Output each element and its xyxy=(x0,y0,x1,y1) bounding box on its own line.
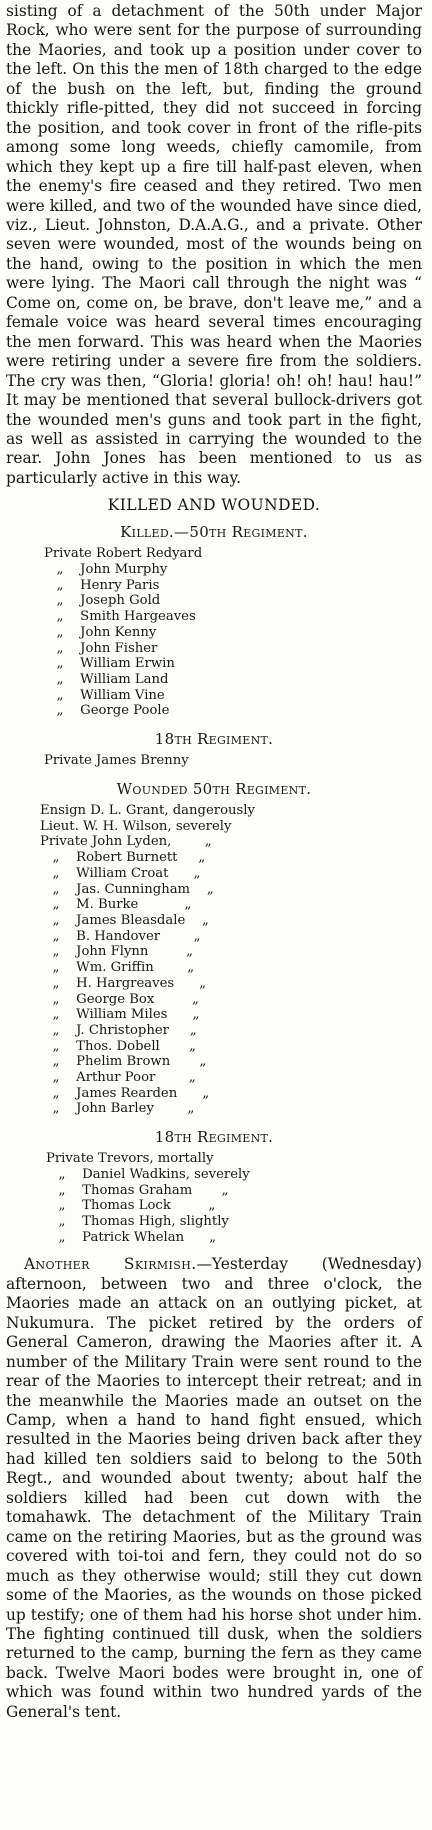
list-item: Private Trevors, mortally xyxy=(46,1151,214,1167)
list-item: „ John Kenny xyxy=(44,624,157,640)
list-item: „ William Vine xyxy=(44,687,165,703)
list-item: „ Smith Hargeaves xyxy=(44,609,196,625)
list-item: „ Phelim Brown „ xyxy=(40,1054,207,1070)
list-item: „ George Poole xyxy=(44,703,170,719)
skirmish-text: —Yesterday (Wednesday) afternoon, between two and three o'clock, the Maories made an attack on an outlying picket, at Nukumura. The picket retired by the orders of General Cameron, drawing the Maories after it. A number of the Military Train were sent round to the rear of the Maories to intercept their retreat; and in the meanwhile the Maories made an outset on the Camp, when a hand to hand fight ensued, which resulted in the Maories being driven back after they had killed ten soldiers said to belong to the 50th Regt., and wounded about twenty; about half the soldiers killed had been cut down with the tomahawk. The detachment of the Military Train came on the retiring Maories, but as the ground was covered with toi-toi and fern, they could not do so much as they otherwise would; still they cut down some of the Maories, as the wounds on those picked up testify; one of them had his horse shot under him. The fighting continued till dusk, when the soldiers returned to the camp, burning the fern as they came back. Twelve Maori bodes were brought in, one of which was found within two hundred yards of the General's tent. xyxy=(6,1255,422,1721)
list-item: „ B. Handover „ xyxy=(40,928,201,944)
list-item: „ Jas. Cunningham „ xyxy=(40,881,214,897)
list-item: „ James Rearden „ xyxy=(40,1085,210,1101)
list-item: Ensign D. L. Grant, dangerously xyxy=(40,803,255,819)
list-item: „ James Bleasdale „ xyxy=(40,912,209,928)
list-item: „ John Barley „ xyxy=(40,1101,195,1117)
list-item: Private John Lyden, „ xyxy=(40,834,212,850)
top-paragraph: sisting of a detachment of the 50th under Major Rock, who were sent for the purpose of surrounding the Maories, and took up a position under cover to the left. On this the men of 18th charged to the edge of the bush on the left, but, finding the ground thickly rifle-pitted, they did not succeed in forcing the position, and took cover in front of the rifle-pits among some long weeds, chiefly camomile, from which they kept up a fire till half-past eleven, when the enemy's fire ceased and they retired. Two men were killed, and two of the wounded have since died, viz., Lieut. Johnston, D.A.A.G., and a private. Other seven were wounded, most of the wounds being on the hand, owing to the position in which the men were lying. The Maori call through the night was “ Come on, come on, be brave, don't leave me,” and a female voice was heard several times encouraging the men forward. This was heard when the Maories were retiring under a severe fire from the soldiers. The cry was then, “Gloria! gloria! oh! oh! hau! hau!” It may be mentioned that several bullock-drivers got the wounded men's guns and took part in the fight, as well as assisted in carrying the wounded to the rear. John Jones has been mentioned to us as particularly active in this way. xyxy=(6,2,422,487)
killed-18th-heading: 18th Regiment. xyxy=(154,730,274,749)
list-item: Lieut. W. H. Wilson, severely xyxy=(40,818,232,834)
list-item: „ Thos. Dobell „ xyxy=(40,1038,196,1054)
list-item: „ Wm. Griffin „ xyxy=(40,960,195,976)
wounded-18th-list xyxy=(6,1151,422,1245)
wounded-18th-heading: 18th Regiment. xyxy=(154,1128,274,1147)
list-item: „ John Flynn „ xyxy=(40,944,193,960)
list-item: „ George Box „ xyxy=(40,991,199,1007)
list-item: „ John Murphy xyxy=(44,562,168,578)
list-item: „ H. Hargreaves „ xyxy=(40,975,207,991)
killed-50th-heading: Killed.—50th Regiment. xyxy=(120,523,308,542)
list-item: „ Daniel Wadkins, severely xyxy=(46,1166,250,1182)
list-item: „ John Fisher xyxy=(44,640,158,656)
list-item: „ Thomas Graham „ xyxy=(46,1182,229,1198)
killed-18th-entry: Private James Brenny xyxy=(44,753,189,769)
wounded-50th-list xyxy=(6,803,422,1117)
list-item: „ William Croat „ xyxy=(40,865,201,881)
list-item: „ Thomas Lock „ xyxy=(46,1198,216,1214)
list-item: „ Robert Burnett „ xyxy=(40,850,206,866)
list-item: „ Thomas High, slightly xyxy=(46,1213,229,1229)
list-item: „ Joseph Gold xyxy=(44,593,161,609)
list-item: „ Henry Paris xyxy=(44,577,160,593)
skirmish-paragraph xyxy=(6,1255,422,1722)
killed-50th-list xyxy=(6,546,422,719)
list-item: „ M. Burke „ xyxy=(40,897,192,913)
list-item: „ William Miles „ xyxy=(40,1007,200,1023)
list-item: „ J. Christopher „ xyxy=(40,1022,197,1038)
list-item: „ William Erwin xyxy=(44,656,175,672)
list-item: „ Arthur Poor „ xyxy=(40,1070,196,1086)
list-item: Private Robert Redyard xyxy=(44,546,203,562)
list-item: „ Patrick Whelan „ xyxy=(46,1229,217,1245)
skirmish-title: Another Skirmish. xyxy=(24,1255,197,1274)
list-item: „ William Land xyxy=(44,671,169,687)
section-heading: KILLED AND WOUNDED. xyxy=(107,496,321,515)
wounded-50th-heading: Wounded 50th Regiment. xyxy=(116,780,312,799)
